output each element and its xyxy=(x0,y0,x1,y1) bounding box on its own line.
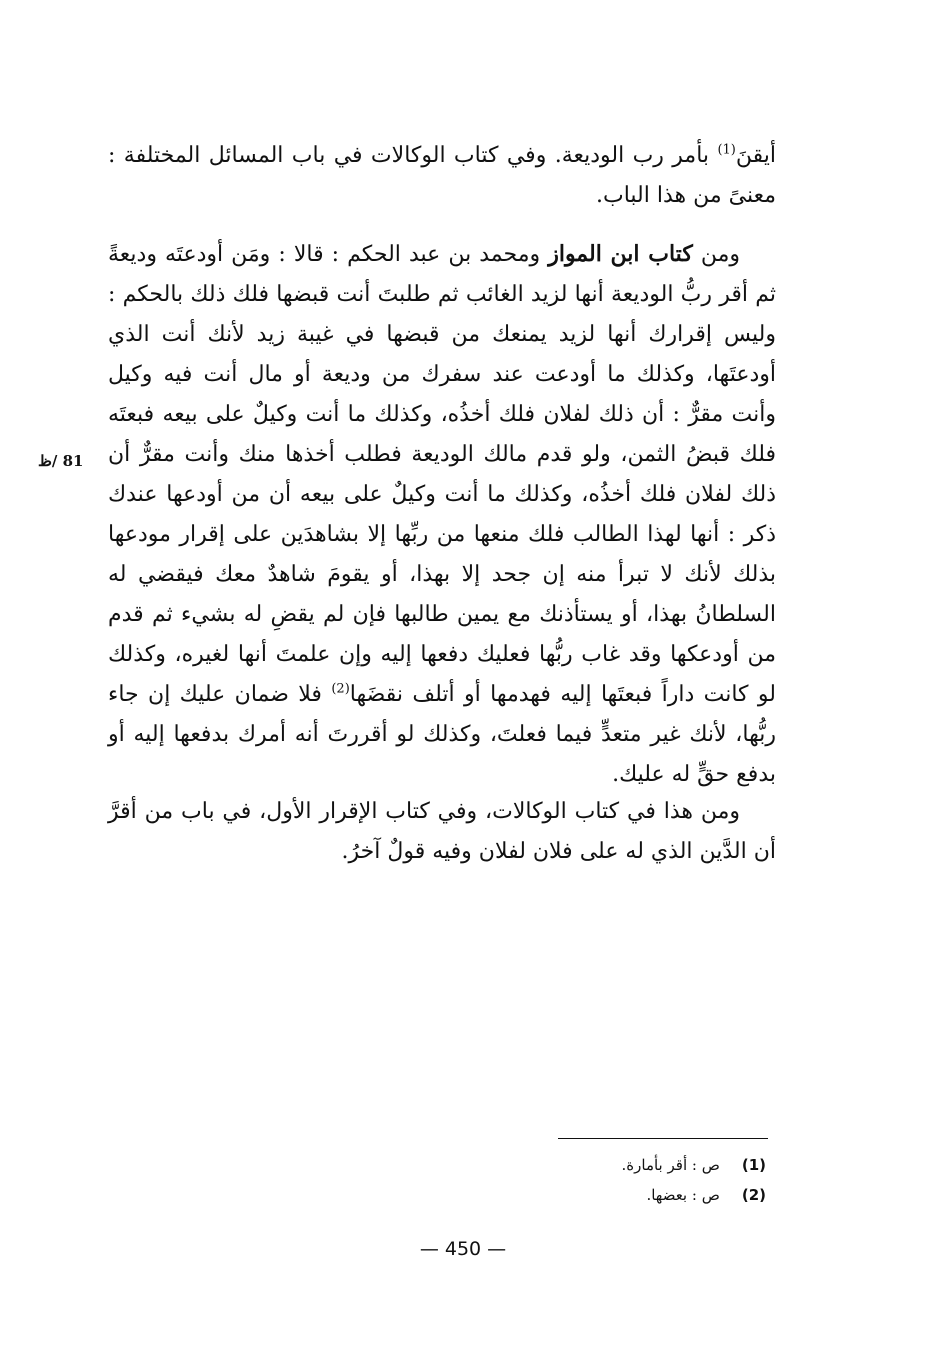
paragraph-2-body-part-2: فلا ضمان عليك إن جاء ربُّها، لأنك غير متعدٍّ فيما فعلتَ، وكذلك لو أقررتَ أنه أمرك بدفعها إليه أو بدفع حقٍّ له عليك. xyxy=(108,682,776,787)
source-title: كتاب ابن المواز xyxy=(548,241,693,267)
paragraph-3-text: ومن هذا في كتاب الوكالات، وفي كتاب الإقرار الأول، في باب من أقرَّ أن الدَّين الذي له على فلان لفلان وفيه قولٌ آخرُ. xyxy=(108,799,776,864)
paragraph-1-text-rest: بأمر رب الوديعة. وفي كتاب الوكالات في باب المسائل المختلفة : معنىً من هذا الباب. xyxy=(108,143,776,208)
paragraph-1 xyxy=(108,136,776,216)
manuscript-folio-marker: 81 /ظ xyxy=(38,452,84,470)
footnote-text: ص : بعضها. xyxy=(646,1186,720,1204)
paragraph-2 xyxy=(108,234,776,795)
footnote-ref-2[interactable]: (2) xyxy=(331,681,350,697)
footnote-divider xyxy=(558,1138,768,1139)
footnote-number: (2) xyxy=(741,1186,766,1204)
footnote-ref-1[interactable]: (1) xyxy=(717,142,736,158)
paragraph-1-text-start: أيقنَ xyxy=(735,143,776,168)
paragraph-2-intro: ومن xyxy=(692,242,741,267)
footnote-number: (1) xyxy=(741,1156,766,1174)
page-number: — 450 — xyxy=(419,1238,507,1260)
footnote-text: ص : أقر بأمارة. xyxy=(621,1156,720,1174)
footnote-item xyxy=(466,1180,766,1210)
footnote-item xyxy=(466,1150,766,1180)
footnotes xyxy=(466,1150,766,1210)
paragraph-2-body-part-1: ومحمد بن عبد الحكم : قالا : ومَن أودعتَه وديعةً ثم أقر ربُّ الوديعة أنها لزيد الغائب ثم طلبتَ أنت قبضها فلك ذلك بالحكم : وليس إقرارك أنها لزيد يمنعك من قبضها في غيبة زيد لأنك أنت الذي أودعتَها، وكذلك ما أودعت عند سفرك من وديعة أو مال أنت فيه وكيل وأنت مقرٌّ : أن ذلك لفلان فلك أخذُه، وكذلك ما أنت وكيلٌ على بيعه فبعتَه فلك قبضُ الثمن، ولو قدم مالك الوديعة فطلب أخذها منك وأنت مقرٌّ أن ذلك لفلان فلك أخذُه، وكذلك ما أنت وكيلٌ على بيعه أن من أودعها عندك ذكر : أنها لهذا الطالب فلك منعها من ربِّها إلا بشاهدَين على إقرار مودعها بذلك لأنك لا تبرأ منه إن جحد إلا بهذا، أو يقومَ شاهدٌ معك فيقضي له السلطانُ بهذا، أو يستأذنك مع يمين طالبها فإن لم يقضِ له بشيء ثم قدم من أودعكها وقد غاب ربُّها فعليك دفعها إليه وإن علمتَ أنها لغيره، وكذلك لو كانت داراً فبعتَها إليه فهدمها أو أتلف نقضَها xyxy=(108,242,776,707)
paragraph-3 xyxy=(108,792,776,872)
